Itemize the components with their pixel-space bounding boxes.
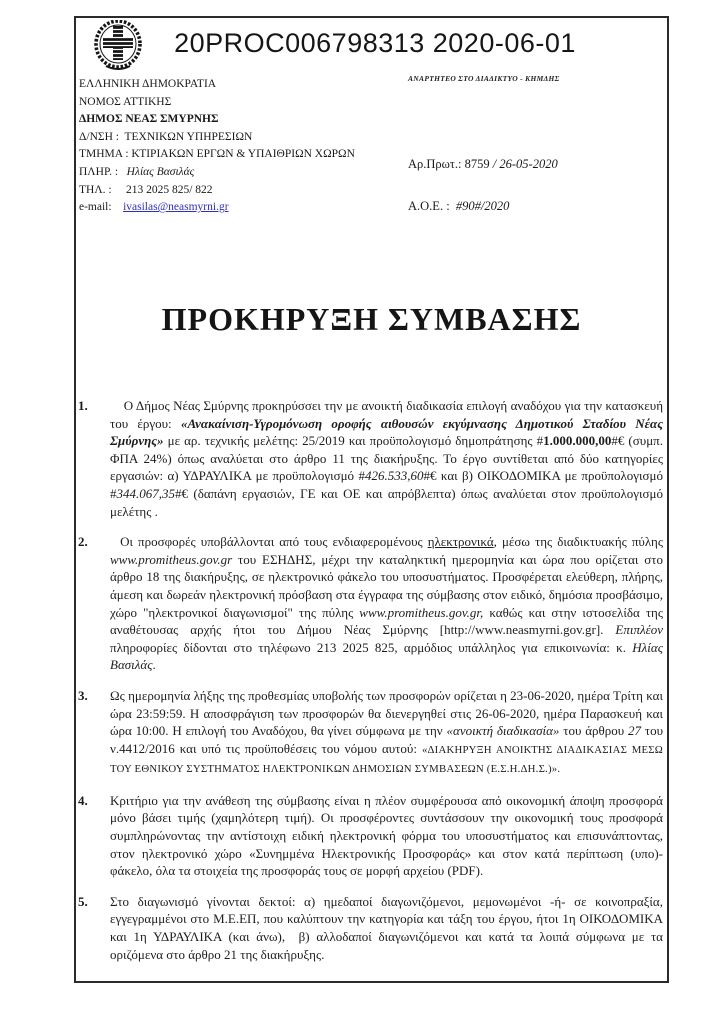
text-segment: #€ και β) ΟΙΚΟΔΟΜΙΚΑ με προϋπολογισμό # (110, 468, 667, 501)
text-segment: ΠΛΗΡ. : (79, 165, 127, 178)
text-segment: Α.Ο.Ε. : (408, 199, 456, 213)
text-segment: www.promitheus.gov.gr, (359, 604, 484, 620)
agency-line-telephone (79, 182, 424, 200)
email-link[interactable]: ivasilas@neasmyrni.gr (123, 201, 229, 214)
text-segment: «Ανακαίνιση-Υγρομόνωση οροφής αιθουσών εκγύμνασης Δημοτικού Σταδίου Νέας Σμύρνης» (110, 415, 667, 449)
text-segment: του ΕΣΗΔΗΣ, μέχρι την καταληκτική ημερομηνία και ώρα που ορίζεται στο άρθρο 18 της διακήρυξης, σε ηλεκτρονικό φάκελο του υποσυστήματος. Προσφέρεται ελεύθερη, πλήρης, άμεση και δωρεάν ηλεκτρονική πρόσβαση στα έγγραφα της σύμβασης στον ειδικό, δημόσια προσβάσιμο, χώρο "ηλεκτρονικοί διαγωνισμοί" της πύλης (110, 551, 667, 620)
text-segment: ΤΗΛ. : 213 2025 825/ 822 (79, 183, 213, 196)
posting-note: ΑΝΑΡΤΗΤΕΟ ΣΤΟ ΔΙΑΔΙΚΤΥΟ - ΚΗΜΔΗΣ (408, 74, 560, 83)
paragraph-text (110, 792, 667, 880)
text-segment: Δ/ΝΣΗ : ΤΕΧΝΙΚΩΝ ΥΠΗΡΕΣΙΩΝ (79, 130, 253, 143)
text-segment: Κριτήριο για την ανάθεση της σύμβασης είναι η πλέον συμφέρουσα από οικονομική άποψη προσφορά μόνο βάσει τιμής (χαμηλότερη τιμή). Οι προσφέροντες συντάσσουν την οικονομική τους προσφορά συμπληρώνοντας την αντίστοιχη ειδική ηλεκτρονική φόρμα του υποσυστήματος και επισυνάπτοντας, στον ηλεκτρονικό χώρο «Συνημμένα Ηλεκτρονικής Προσφοράς» και στον κατά περίπτωση (υπο)-φάκελο, όλα τα στοιχεία της προσφοράς τους σε μορφή αρχείου (PDF). (110, 792, 667, 879)
agency-line-prefecture (79, 94, 424, 112)
document-body (78, 397, 667, 976)
document-border (74, 16, 669, 983)
text-segment: ΤΜΗΜΑ : ΚΤΙΡΙΑΚΩΝ ΕΡΓΩΝ & ΥΠΑΙΘΡΙΩΝ ΧΩΡΩΝ (79, 148, 355, 161)
agency-line-email (79, 199, 424, 217)
agency-line-republic (79, 76, 424, 94)
text-segment: . (152, 657, 156, 673)
text-segment: #€ (συμπ. ΦΠΑ 24%) όπως αναλύεται στο άρθρο 11 της διακήρυξης. Το έργο συντίθεται από δύο κατηγορίες εργασιών: α) ΥΔΡΑΥΛΙΚΑ με προϋπολογισμό # (110, 433, 667, 484)
greek-coat-of-arms-logo (93, 20, 143, 72)
paragraph-5 (78, 893, 667, 963)
text-segment: e-mail: (79, 201, 124, 214)
text-segment: ΔΗΜΟΣ ΝΕΑΣ ΣΜΥΡΝΗΣ (79, 113, 219, 126)
text-segment: πληροφορίες δίδονται στο τηλέφωνο 213 2025 825, αρμόδιος υπάλληλος για επικοινωνία: κ. (110, 622, 667, 655)
paragraph-number: 3. (78, 687, 88, 703)
text-segment: ηλεκτρονικά (427, 534, 494, 550)
paragraph-number: 4. (78, 792, 88, 808)
text-segment: 1.000.000,00 (543, 433, 612, 449)
text-segment: Επιπλέον (615, 622, 663, 638)
protocol-number (408, 157, 558, 172)
text-segment: Ο Δήμος Νέας Σμύρνης προκηρύσσει την με ανοικτή διαδικασία επιλογή αναδόχου για την κατασκευή του έργου: (110, 398, 667, 431)
text-segment: με αρ. τεχνικής μελέτης: 25/2019 και προϋπολογισμό δημοπράτησης # (163, 433, 544, 449)
text-segment: του ν.4412/2016 και υπό τις προϋποθέσεις του νόμου αυτού: (110, 723, 667, 756)
agency-line-department (79, 146, 424, 164)
text-segment: #€ (δαπάνη εργασιών, ΓΕ και ΟΕ και απρόβλεπτα) όπως αναλύεται στον προϋπολογισμό μελέτης . (110, 485, 667, 519)
text-segment: , μέσω της διαδικτυακής πύλης (493, 534, 667, 550)
text-segment: 344.067,35 (116, 485, 175, 501)
text-segment: του άρθρου (559, 723, 629, 739)
text-segment: ΝΟΜΟΣ ΑΤΤΙΚΗΣ (79, 95, 172, 108)
text-segment: Ηλίας Βασιλάς (110, 639, 667, 673)
paragraph-4 (78, 792, 667, 880)
paragraph-number: 1. (78, 398, 88, 413)
text-segment: καθώς και στην ιστοσελίδα της αναθέτουσας αρχής ήτοι του Δήμου Νέας Σμύρνης [http://www.neasmyrni.gov.gr]. (110, 604, 667, 638)
agency-line-directorate (79, 129, 424, 147)
paragraph-text (110, 893, 667, 963)
paragraph-text (110, 687, 667, 779)
paragraph-number: 2. (78, 534, 88, 550)
text-segment: Ως ημερομηνία λήξης της προθεσμίας υποβολής των προσφορών ορίζεται η 23-06-2020, ημέρα Τρίτη και ώρα 23:59:59. Η αποσφράγιση των προσφορών θα διενεργηθεί στις 26-06-2020, ημέρα Παρασκευή και ώρα 10:00. Η επιλογή του Αναδόχου, θα γίνει σύμφωνα με την (110, 687, 667, 739)
paragraph-1 (78, 397, 667, 520)
text-segment: 426.533,60 (364, 468, 424, 484)
header-top (76, 20, 667, 72)
paragraph-text (110, 533, 667, 674)
paragraph-2 (78, 533, 667, 674)
text-segment: «ΔΙΑΚΗΡΥΞΗ ΑΝΟΙΚΤΗΣ ΔΙΑΔΙΚΑΣΙΑΣ ΜΕΣΩ ΤΟΥ ΕΘΝΙΚΟΥ ΣΥΣΤΗΜΑΤΟΣ ΗΛΕΚΤΡΟΝΙΚΩΝ ΔΗΜΟΣΙΩΝ ΣΥΜΒΑΣΕΩΝ (Ε.Σ.Η.ΔΗ.Σ.)». (110, 743, 666, 776)
text-segment: Αρ.Πρωτ.: 8759 (408, 157, 493, 171)
agency-line-contact-person (79, 164, 424, 182)
agency-header-block (79, 76, 424, 217)
text-segment: ΕΛΛΗΝΙΚΗ ΔΗΜΟΚΡΑΤΙΑ (79, 78, 217, 90)
text-segment: Οι προσφορές υποβάλλονται από τους ενδιαφερομένους (110, 534, 428, 550)
text-segment: 27 (628, 723, 642, 739)
page-title: ΠΡΟΚΗΡΥΞΗ ΣΥΜΒΑΣΗΣ (161, 301, 582, 337)
greek-coat-of-arms-icon (93, 20, 143, 72)
text-segment: Ηλίας Βασιλάς (126, 165, 195, 178)
paragraph-number: 5. (78, 893, 88, 909)
text-segment: «ανοικτή διαδικασία» (446, 723, 560, 739)
text-segment: #90#/2020 (455, 199, 510, 213)
text-segment: Στο διαγωνισμό γίνονται δεκτοί: α) ημεδαποί διαγωνιζόμενοι, μεμονωμένοι -ή- σε κοινοπραξία, εγγεγραμμένοι στο Μ.Ε.ΕΠ, που καλύπτουν την κατηγορία και τάξη του έργου, ήτοι 1η ΟΙΚΟΔΟΜΙΚΑ και 1η ΥΔΡΑΥΛΙΚΑ (και άνω), β) αλλοδαποί διαγωνιζόμενοι και κατά τα λοιπά σύμφωνα με τα οριζόμενα στο άρθρο 21 της διακήρυξης. (110, 893, 667, 962)
paragraph-3 (78, 687, 667, 779)
paragraph-text (110, 397, 667, 520)
text-segment: / 26-05-2020 (492, 157, 558, 171)
text-segment: www.promitheus.gov.gr (110, 551, 233, 567)
document-id: 20PROC006798313 2020-06-01 (174, 28, 576, 58)
agency-line-municipality (79, 111, 424, 129)
aoe-decision-number (408, 199, 509, 214)
